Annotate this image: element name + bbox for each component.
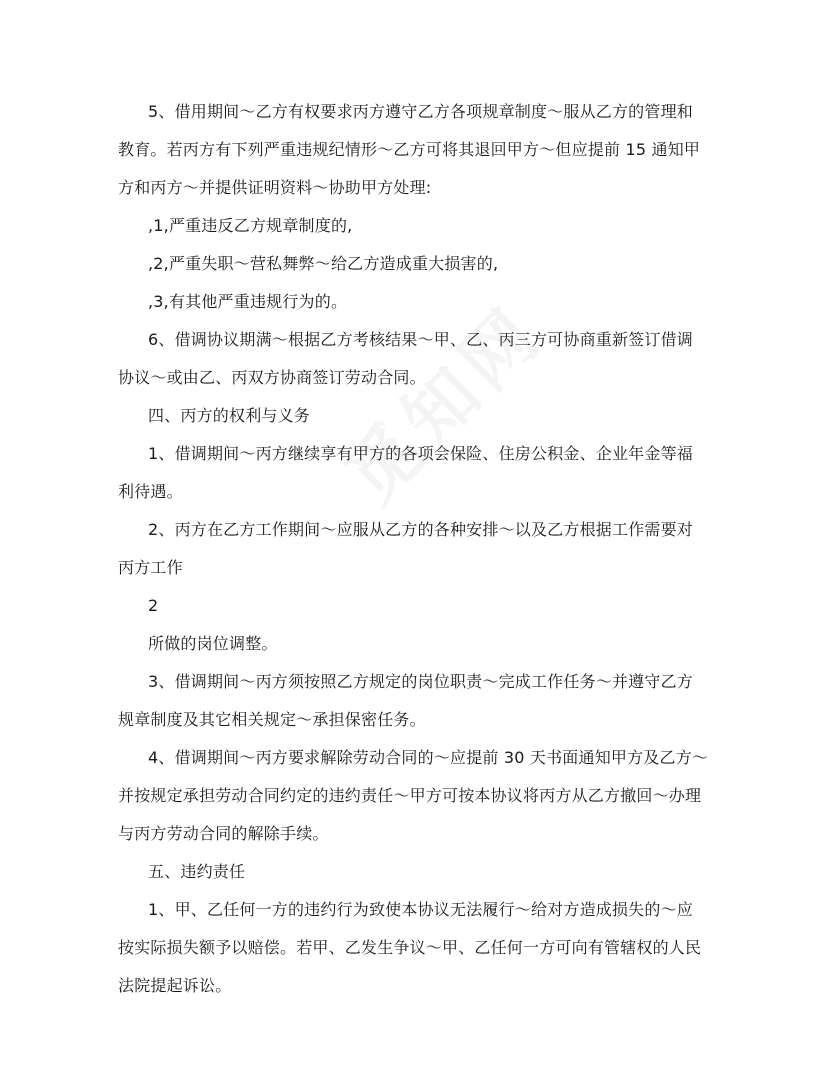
paragraph-line: 所做的岗位调整。 <box>148 634 278 653</box>
paragraph-line: 协议～或由乙、丙双方协商签订劳动合同。 <box>118 368 426 387</box>
page-number: 2 <box>148 596 159 615</box>
paragraph-line: 1、甲、乙任何一方的违约行为致使本协议无法履行～给对方造成损失的～应 <box>148 900 693 919</box>
paragraph-line: 丙方工作 <box>118 558 183 577</box>
paragraph-line: 6、借调协议期满～根据乙方考核结果～甲、乙、丙三方可协商重新签订借调 <box>148 330 693 349</box>
paragraph-line: 3、借调期间～丙方须按照乙方规定的岗位职责～完成工作任务～并遵守乙方 <box>148 672 693 691</box>
list-item: ,3,有其他严重违规行为的。 <box>148 292 348 311</box>
paragraph-line: 1、借调期间～丙方继续享有甲方的各项会保险、住房公积金、企业年金等福 <box>148 444 693 463</box>
paragraph-line: 4、借调期间～丙方要求解除劳动合同的～应提前 30 天书面通知甲方及乙方～ <box>148 748 709 767</box>
paragraph-line: 2、丙方在乙方工作期间～应服从乙方的各种安排～以及乙方根据工作需要对 <box>148 520 693 539</box>
section-heading: 五、违约责任 <box>148 862 246 881</box>
paragraph-line: 方和丙方～并提供证明资料～协助甲方处理: <box>118 178 432 197</box>
paragraph-line: 按实际损失额予以赔偿。若甲、乙发生争议～甲、乙任何一方可向有管辖权的人民 <box>118 938 702 957</box>
document-body <box>118 101 718 1013</box>
paragraph-line: 利待遇。 <box>118 482 183 501</box>
paragraph-line: 法院提起诉讼。 <box>118 976 232 995</box>
list-item: ,2,严重失职～营私舞弊～给乙方造成重大损害的, <box>148 254 499 273</box>
paragraph-line: 5、借用期间～乙方有权要求丙方遵守乙方各项规章制度～服从乙方的管理和 <box>148 102 693 121</box>
section-heading: 四、丙方的权利与义务 <box>148 406 311 425</box>
paragraph-line: 教育。若丙方有下列严重违规纪情形～乙方可将其退回甲方～但应提前 15 通知甲 <box>118 140 701 159</box>
list-item: ,1,严重违反乙方规章制度的, <box>148 216 353 235</box>
paragraph-line: 规章制度及其它相关规定～承担保密任务。 <box>118 710 426 729</box>
paragraph-line: 与丙方劳动合同的解除手续。 <box>118 824 329 843</box>
paragraph-line: 并按规定承担劳动合同约定的违约责任～甲方可按本协议将丙方从乙方撤回～办理 <box>118 786 702 805</box>
